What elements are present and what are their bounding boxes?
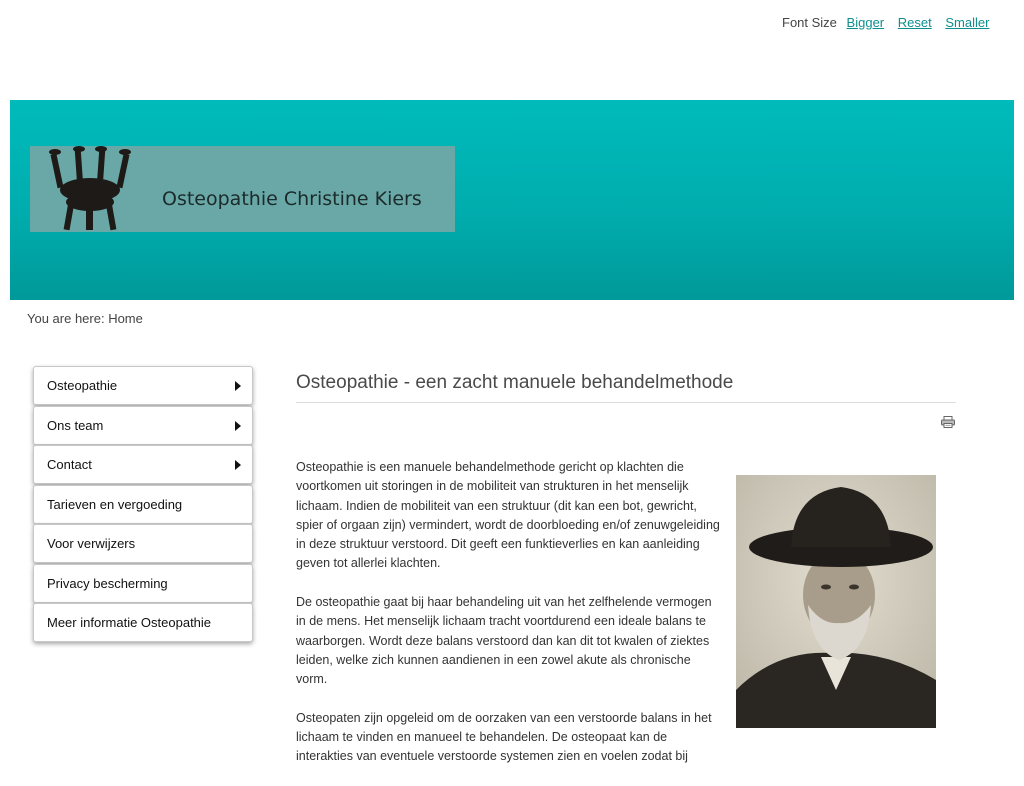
menu-item-privacy[interactable]: [33, 564, 253, 603]
menu-item-label: Tarieven en vergoeding: [47, 496, 183, 512]
submenu-arrow-icon: [235, 460, 241, 470]
menu-item-voor-verwijzers[interactable]: [33, 524, 253, 563]
article-paragraph: Osteopathie is een manuele behandelmethode gericht op klachten die voortkomen uit storingen in de mobiliteit van strukturen in het menselijk lichaam. Indien de mobiliteit van een struktuur (dit kan een bot, gewricht, spier of orgaan zijn) vermindert, wordt de doorbloeding en/of zenuwgeleiding in deze struktuur verstoord. Dit geeft een funktieverlies en kan aanleiding geven tot allerlei klachten.: [296, 460, 720, 571]
menu-item-contact[interactable]: [33, 445, 253, 484]
main-content: [296, 366, 956, 764]
font-smaller-link[interactable]: Smaller: [945, 15, 990, 30]
article-paragraph: De osteopathie gaat bij haar behandeling uit van het zelfhelende vermogen in de mens. Het menselijk lichaam tracht voortdurend een ideale balans te waarborgen. Wordt deze balans verstoord dan kan dit tot kwalen of ziektes leiden, welke zich kunnen aandienen in een zowel akute als chronische vorm.: [296, 595, 712, 687]
site-logo[interactable]: [30, 146, 455, 232]
article-body: [296, 458, 721, 786]
breadcrumb: You are here: Home: [27, 311, 143, 326]
font-size-controls: [782, 15, 989, 30]
menu-item-label: Contact: [47, 457, 92, 472]
font-reset-link[interactable]: Reset: [897, 15, 932, 30]
menu-item-ons-team[interactable]: [33, 406, 253, 445]
menu-item-label: Meer informatie Osteopathie: [47, 615, 212, 630]
menu-item-tarieven[interactable]: [33, 485, 253, 524]
sculpture-logo-icon: [40, 146, 140, 232]
menu-item-label: Ons team: [47, 417, 104, 433]
font-size-label: Font Size: [782, 15, 837, 30]
logo-title: Osteopathie Christine Kiers: [162, 188, 422, 210]
menu-item-label: Voor verwijzers: [47, 536, 136, 551]
header-banner: [10, 100, 1014, 300]
font-bigger-link[interactable]: Bigger: [846, 15, 885, 30]
menu-item-label: Osteopathie: [47, 378, 118, 393]
portrait-photo: [736, 475, 936, 728]
submenu-arrow-icon: [235, 381, 241, 391]
menu-item-osteopathie[interactable]: [33, 366, 253, 405]
page-title: Osteopathie - een zacht manuele behandelmethode: [296, 366, 956, 403]
menu-item-meer-informatie[interactable]: [33, 603, 253, 642]
submenu-arrow-icon: [235, 421, 241, 431]
article-paragraph: Osteopaten zijn opgeleid om de oorzaken van een verstoorde balans in het lichaam te vinden en manueel te behandelen. De osteopaat kan de interakties van eventuele verstoorde systemen zien en voelen zodat bij: [296, 710, 712, 764]
main-menu: [33, 366, 253, 643]
menu-item-label: Privacy bescherming: [47, 575, 168, 591]
printer-icon[interactable]: [941, 416, 955, 428]
